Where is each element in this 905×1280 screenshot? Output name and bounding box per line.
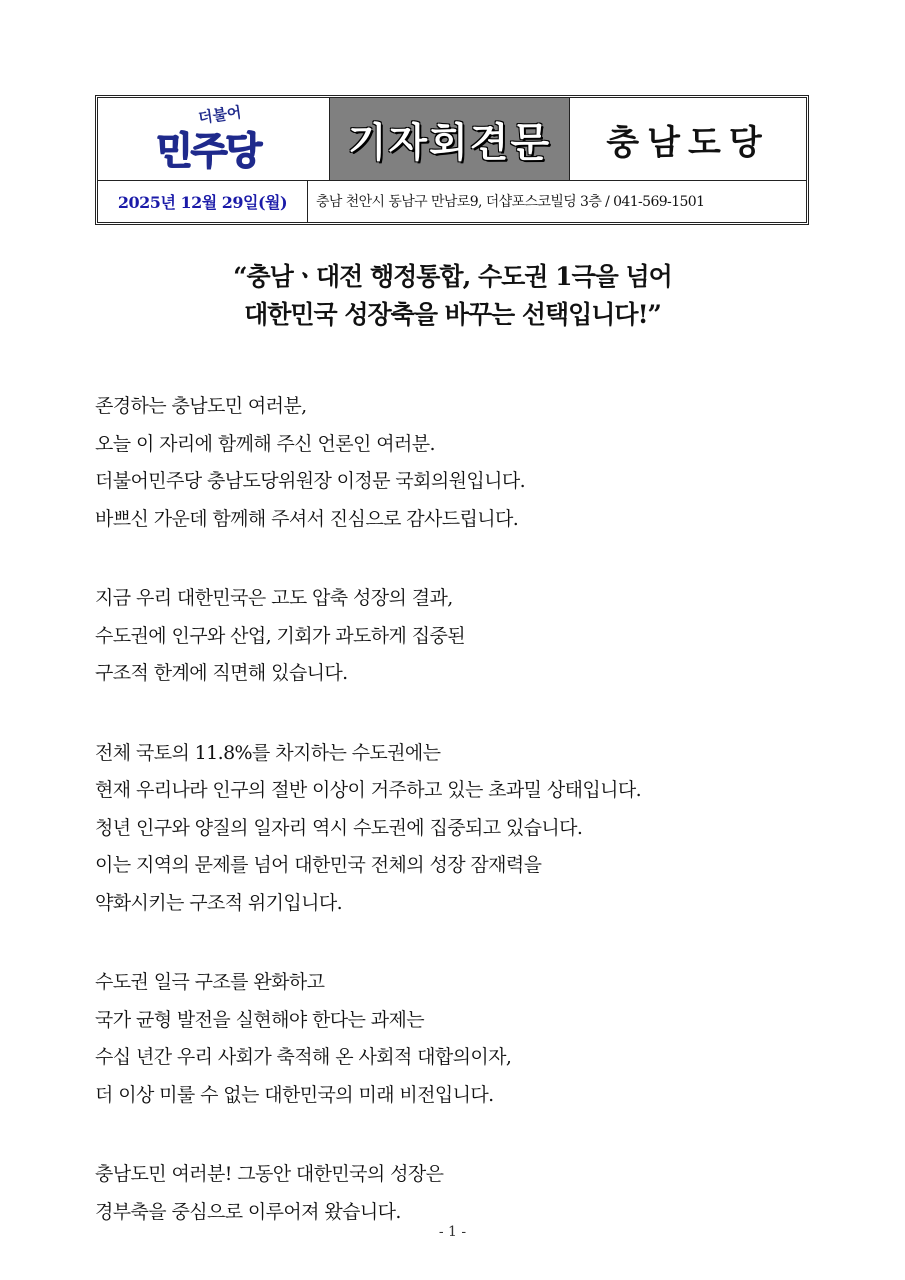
text-line: 이는 지역의 문제를 넘어 대한민국 전체의 성장 잠재력을 [95,854,542,876]
text-line: 수도권 일극 구조를 완화하고 [95,971,325,993]
headline [0,258,905,333]
headline-line: 대한민국 성장축을 바꾸는 선택입니다!” [244,299,661,329]
text-line: 청년 인구와 양질의 일자리 역시 수도권에 집중되고 있습니다. [95,816,583,839]
text-line: 더 이상 미룰 수 없는 대한민국의 미래 비전입니다. [95,1083,494,1106]
text-line: 국가 균형 발전을 실현해야 한다는 과제는 [95,1008,425,1031]
paragraph [95,964,815,1114]
text-line: 현재 우리나라 인구의 절반 이상이 거주하고 있는 초과밀 상태입니다. [95,779,642,801]
text-line: 충남도민 여러분! 그동안 대한민국의 성장은 [95,1163,444,1185]
text-line: 지금 우리 대한민국은 고도 압축 성장의 결과, [95,587,453,609]
headline-line: “충남ㆍ대전 행정통합, 수도권 1극을 넘어 [233,262,672,291]
paragraph [95,388,815,538]
office-address: 충남 천안시 동남구 만남로9, 더샵포스코빌딩 3층 / 041-569-1501 [316,194,705,210]
text-line: 구조적 한계에 직면해 있습니다. [95,662,348,684]
header-bottom-row [98,180,806,222]
text-line: 약화시키는 구조적 위기입니다. [95,891,343,914]
text-line: 수십 년간 우리 사회가 축적해 온 사회적 대합의이자, [95,1046,512,1068]
logo-small-text: 더불어 [197,103,243,127]
text-line: 더불어민주당 충남도당위원장 이정문 국회의원입니다. [95,470,526,492]
text-line: 경부축을 중심으로 이루어져 왔습니다. [95,1200,401,1223]
address-cell [308,180,806,222]
document-type-cell [330,98,570,180]
header-top-row [98,98,806,181]
press-header-table [95,95,809,225]
text-line: 존경하는 충남도민 여러분, [95,395,307,417]
speech-body [95,388,815,1273]
paragraph [95,580,815,693]
text-line: 수도권에 인구와 산업, 기회가 과도하게 집중된 [95,624,465,647]
text-line: 바쁘신 가운데 함께해 주셔서 진심으로 감사드립니다. [95,507,519,530]
page-number: - 1 - [438,1224,467,1240]
text-line: 전체 국토의 11.8%를 차지하는 수도권에는 [95,741,441,764]
region-name: 충남도당 [606,122,770,163]
text-line: 오늘 이 자리에 함께해 주신 언론인 여러분. [95,432,435,455]
paragraph [95,1156,815,1231]
date-cell [98,180,308,222]
logo-main-text: 민주당 [156,129,261,173]
press-date: 2025년 12월 29일(월) [117,192,288,212]
document-type-title: 기자회견문 [347,118,552,166]
paragraph [95,735,815,923]
party-logo [98,98,330,180]
region-cell [570,98,806,180]
